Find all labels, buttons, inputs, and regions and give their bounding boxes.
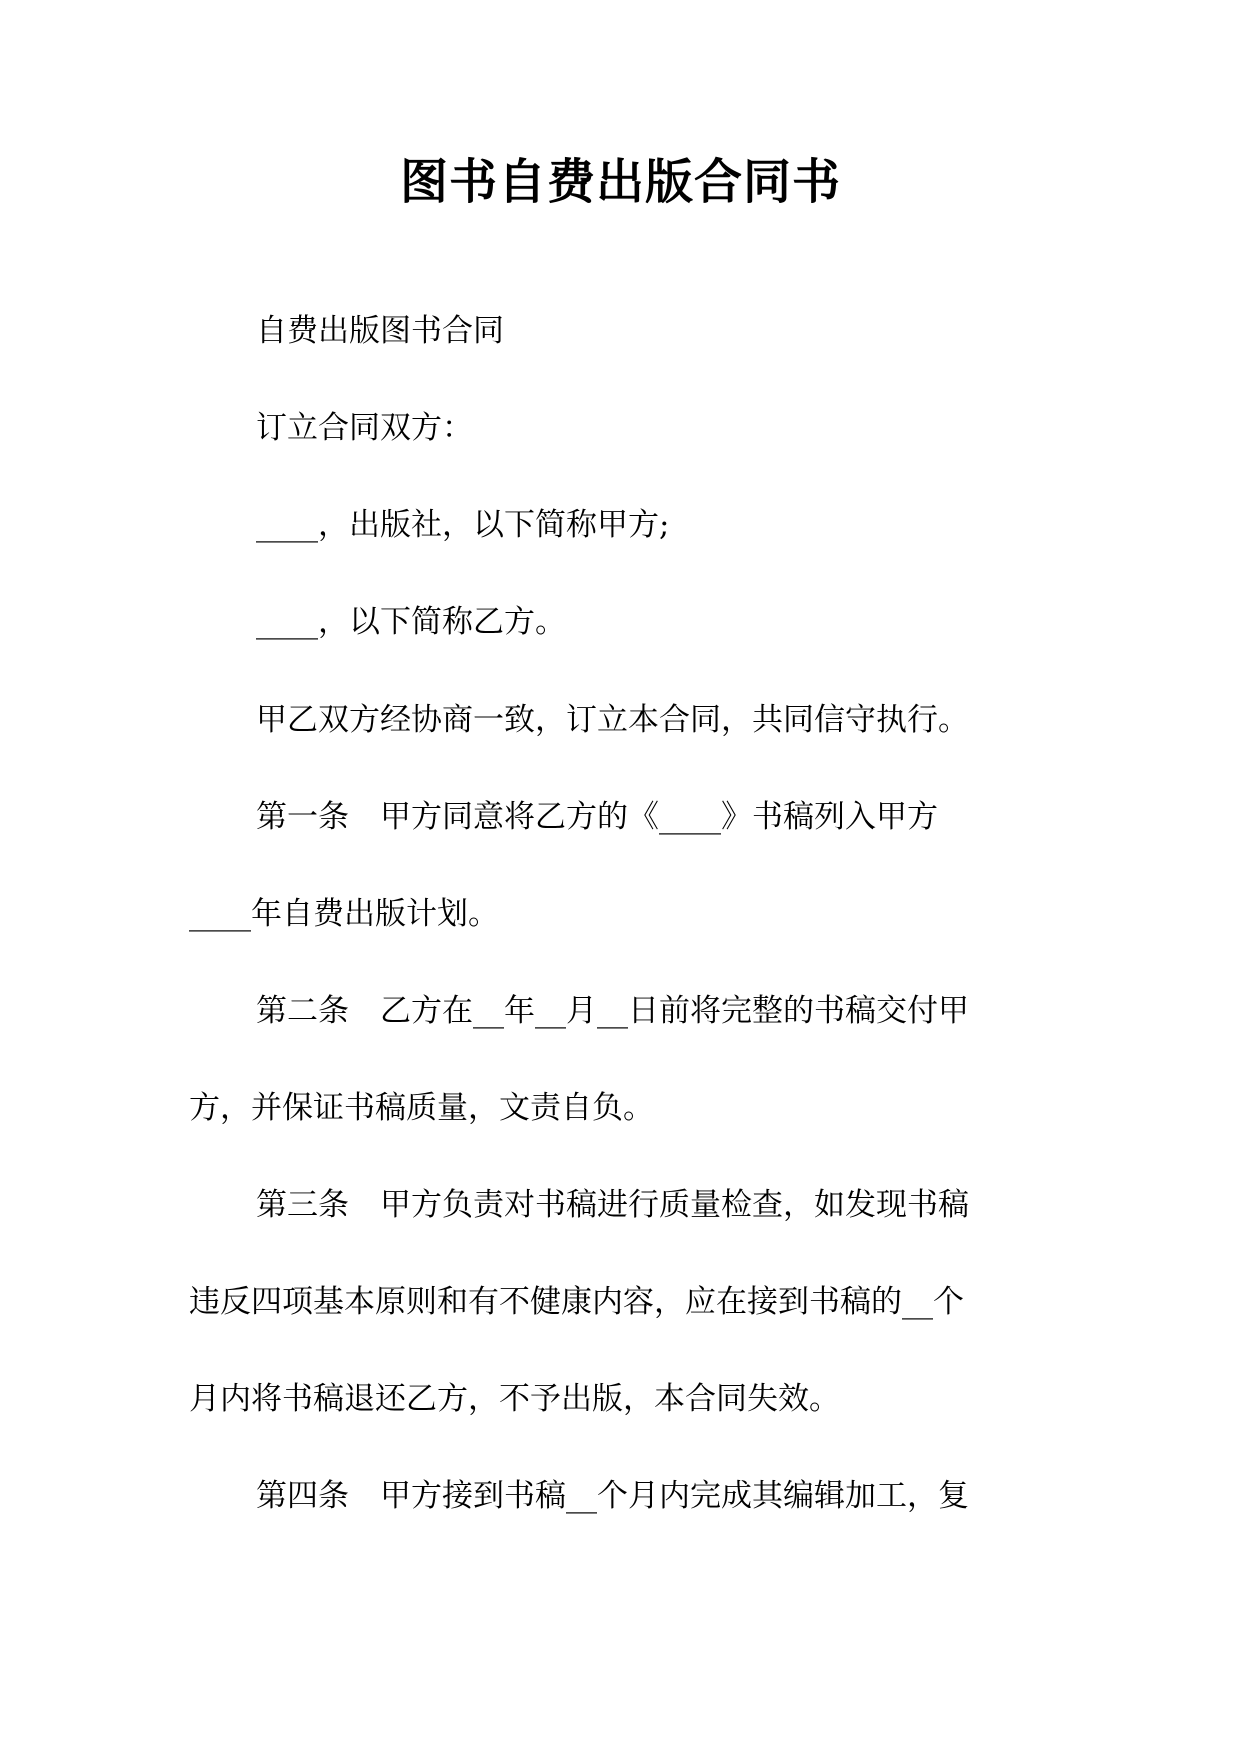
paragraph-line: 第三条 甲方负责对书稿进行质量检查，如发现书稿 bbox=[256, 1187, 969, 1223]
paragraph-line: 甲乙双方经协商一致，订立本合同，共同信守执行。 bbox=[256, 702, 969, 738]
paragraph-line: 违反四项基本原则和有不健康内容，应在接到书稿的__个 bbox=[189, 1284, 964, 1320]
paragraph-line: ____，以下简称乙方。 bbox=[256, 604, 566, 640]
paragraph-line: 第二条 乙方在__年__月__日前将完整的书稿交付甲 bbox=[256, 993, 969, 1029]
paragraph-line: 第一条 甲方同意将乙方的《____》书稿列入甲方 bbox=[256, 799, 938, 835]
paragraph-line: 月内将书稿退还乙方，不予出版，本合同失效。 bbox=[189, 1381, 840, 1417]
paragraph-line: 订立合同双方： bbox=[256, 410, 473, 446]
paragraph-line: 方，并保证书稿质量，文责自负。 bbox=[189, 1090, 654, 1126]
document-title: 图书自费出版合同书 bbox=[399, 154, 841, 210]
paragraph-line: 自费出版图书合同 bbox=[256, 313, 504, 349]
paragraph-line: ____年自费出版计划。 bbox=[189, 896, 499, 932]
paragraph-line: 第四条 甲方接到书稿__个月内完成其编辑加工，复 bbox=[256, 1478, 969, 1514]
paragraph-line: ____，出版社，以下简称甲方; bbox=[256, 507, 670, 543]
